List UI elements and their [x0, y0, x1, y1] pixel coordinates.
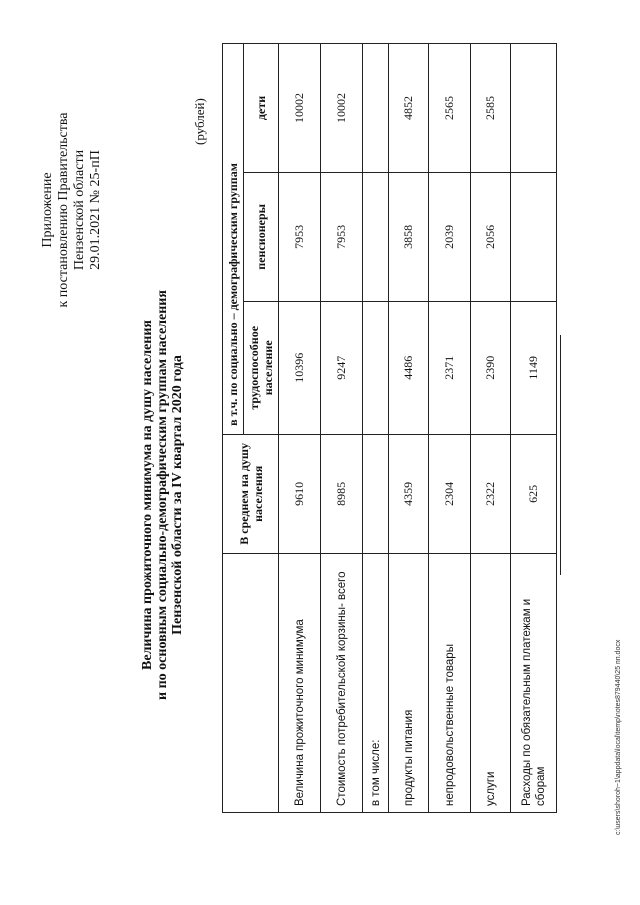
document-title	[140, 235, 185, 755]
cell-pensioners: 2056	[471, 172, 511, 301]
cell-average: 8985	[321, 434, 363, 553]
header-pensioners: пенсионеры	[244, 172, 279, 301]
appendix-date-number: 29.01.2021 № 25-пП	[88, 150, 103, 270]
appendix-block	[40, 80, 104, 340]
cell-average: 4359	[389, 434, 429, 553]
row-label: непродовольственные товары	[429, 553, 471, 812]
cell-pensioners	[363, 172, 389, 301]
cell-working-age: 9247	[321, 301, 363, 434]
cell-children: 10002	[279, 44, 321, 173]
cell-working-age: 1149	[511, 301, 557, 434]
cell-average: 9610	[279, 434, 321, 553]
cell-pensioners: 3858	[389, 172, 429, 301]
row-label: услуги	[471, 553, 511, 812]
cell-children: 4852	[389, 44, 429, 173]
title-line: и по основным социально-демографическим группам населения	[155, 290, 170, 700]
cell-working-age: 2390	[471, 301, 511, 434]
title-line: Величина прожиточного минимума на душу населения	[140, 320, 155, 670]
row-label: Стоимость потребительской корзины- всего	[321, 553, 363, 812]
cell-children	[363, 44, 389, 173]
cell-pensioners: 7953	[321, 172, 363, 301]
subsistence-minimum-table	[222, 43, 557, 813]
header-working-age: трудоспособное население	[244, 301, 279, 434]
cell-children: 2585	[471, 44, 511, 173]
row-label: Величина прожиточного минимума	[279, 553, 321, 812]
cell-pensioners: 2039	[429, 172, 471, 301]
header-children: дети	[244, 44, 279, 173]
cell-working-age: 10396	[279, 301, 321, 434]
header-empty-cell	[223, 553, 279, 812]
table-row	[471, 44, 511, 813]
appendix-line: Приложение	[40, 172, 55, 248]
cell-average: 2304	[429, 434, 471, 553]
cell-average: 625	[511, 434, 557, 553]
cell-working-age	[363, 301, 389, 434]
table-row	[321, 44, 363, 813]
units-label: (рублей)	[192, 98, 207, 145]
row-label: в том числе:	[363, 553, 389, 812]
cell-children: 2565	[429, 44, 471, 173]
cell-children	[511, 44, 557, 173]
header-group: в т.ч. по социально – демографическим группам	[223, 44, 244, 435]
cell-average: 2322	[471, 434, 511, 553]
table-row	[429, 44, 471, 813]
cell-working-age: 4486	[389, 301, 429, 434]
row-label: продукты питания	[389, 553, 429, 812]
cell-children: 10002	[321, 44, 363, 173]
row-label: Расходы по обязательным платежам и сборам	[511, 553, 557, 812]
table-row	[389, 44, 429, 813]
appendix-line: Пензенской области	[72, 149, 87, 271]
table-row	[363, 44, 389, 813]
table-row	[511, 44, 557, 813]
cell-pensioners	[511, 172, 557, 301]
title-line: Пензенской области за IV квартал 2020 года	[170, 355, 185, 635]
cell-pensioners: 7953	[279, 172, 321, 301]
cell-working-age: 2371	[429, 301, 471, 434]
table-header-row	[223, 44, 244, 813]
table-row	[279, 44, 321, 813]
separator-line	[560, 335, 561, 575]
header-average: В среднем на душу населения	[223, 434, 279, 553]
appendix-line: к постановлению Правительства	[56, 112, 71, 308]
cell-average	[363, 434, 389, 553]
file-path-footer: c:\users\shoroh~1\appdata\local\temp\notes879440\25 пп.docx	[615, 639, 622, 835]
